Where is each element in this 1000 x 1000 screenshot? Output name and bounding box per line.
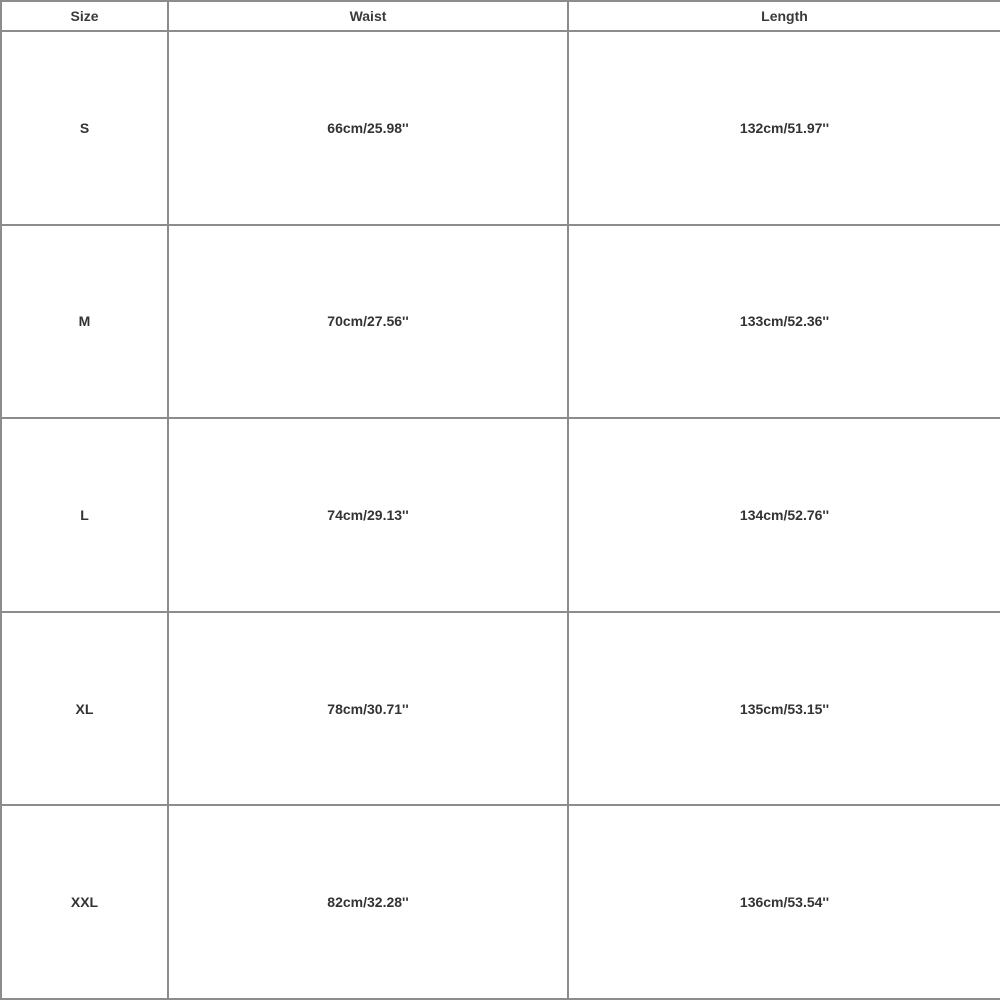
length-cell: 134cm/52.76'' bbox=[568, 418, 1000, 612]
waist-cell: 66cm/25.98'' bbox=[168, 31, 568, 225]
size-cell: M bbox=[1, 225, 168, 419]
waist-cell: 70cm/27.56'' bbox=[168, 225, 568, 419]
size-cell: L bbox=[1, 418, 168, 612]
header-size: Size bbox=[1, 1, 168, 31]
waist-cell: 82cm/32.28'' bbox=[168, 805, 568, 999]
header-length: Length bbox=[568, 1, 1000, 31]
table-row bbox=[1, 418, 1000, 612]
length-cell: 136cm/53.54'' bbox=[568, 805, 1000, 999]
header-waist: Waist bbox=[168, 1, 568, 31]
size-cell: S bbox=[1, 31, 168, 225]
size-cell: XL bbox=[1, 612, 168, 806]
length-cell: 132cm/51.97'' bbox=[568, 31, 1000, 225]
table-body bbox=[1, 31, 1000, 999]
table-row bbox=[1, 805, 1000, 999]
waist-cell: 74cm/29.13'' bbox=[168, 418, 568, 612]
size-cell: XXL bbox=[1, 805, 168, 999]
header-row bbox=[1, 1, 1000, 31]
table-row bbox=[1, 31, 1000, 225]
waist-cell: 78cm/30.71'' bbox=[168, 612, 568, 806]
length-cell: 133cm/52.36'' bbox=[568, 225, 1000, 419]
table-row bbox=[1, 612, 1000, 806]
table-row bbox=[1, 225, 1000, 419]
length-cell: 135cm/53.15'' bbox=[568, 612, 1000, 806]
table-header bbox=[1, 1, 1000, 31]
